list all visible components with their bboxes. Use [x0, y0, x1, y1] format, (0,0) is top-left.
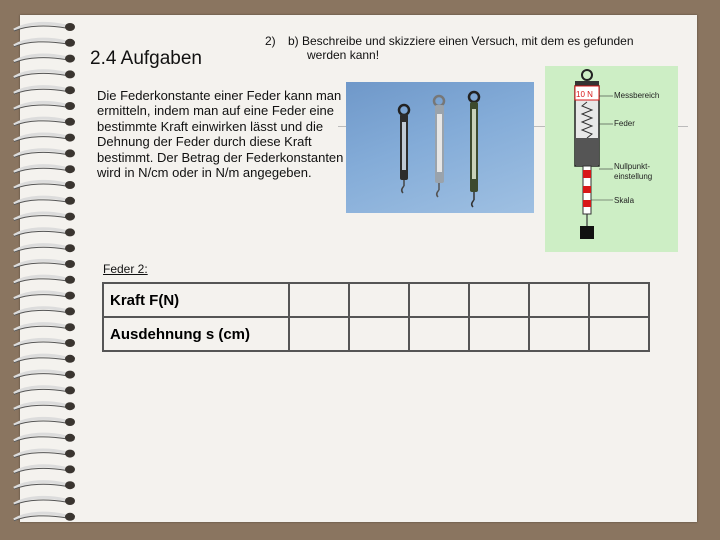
binding-hole [65, 102, 75, 110]
table-cell[interactable] [469, 317, 529, 351]
binding-hole [65, 260, 75, 268]
binding-hole [65, 355, 75, 363]
row-header-extension: Ausdehnung s (cm) [103, 317, 289, 351]
binding-hole [65, 244, 75, 252]
label-zero-adjust-1: Nullpunkt- [614, 162, 651, 171]
binding-hole [65, 149, 75, 157]
label-spring: Feder [614, 119, 635, 128]
table-row [103, 317, 649, 351]
table-cell[interactable] [349, 283, 409, 317]
table-cell[interactable] [349, 317, 409, 351]
binding-hole [65, 307, 75, 315]
binding-hole [65, 513, 75, 521]
binding-hole [65, 70, 75, 78]
task-line-1: b) Beschreibe und skizziere einen Versuch, mit dem es gefunden [288, 34, 634, 48]
binding-hole [65, 386, 75, 394]
spring-scales-photo [346, 82, 534, 213]
binding-hole [65, 134, 75, 142]
measurement-table [102, 282, 650, 352]
binding-hole [65, 292, 75, 300]
binding-hole [65, 86, 75, 94]
spring-scale-1 [399, 105, 409, 193]
table-cell[interactable] [529, 317, 589, 351]
binding-hole [65, 323, 75, 331]
binding-hole [65, 371, 75, 379]
table-cell[interactable] [409, 283, 469, 317]
binding-hole [65, 181, 75, 189]
table-cell[interactable] [289, 317, 349, 351]
binding-hole [65, 418, 75, 426]
table-cell[interactable] [469, 283, 529, 317]
binding-hole [65, 276, 75, 284]
binding-hole [65, 481, 75, 489]
task-line-2: werden kann! [307, 48, 380, 62]
binding-hole [65, 402, 75, 410]
binding-hole [65, 450, 75, 458]
range-mark: 10 N [576, 90, 593, 99]
binding-hole [65, 497, 75, 505]
spring-2-label: Feder 2: [103, 262, 148, 276]
label-measuring-range: Messbereich [614, 91, 660, 100]
table-cell[interactable] [289, 283, 349, 317]
table-cell[interactable] [589, 317, 649, 351]
spring-scale-diagram [545, 66, 678, 252]
binding-hole [65, 213, 75, 221]
table-row [103, 283, 649, 317]
binding-hole [65, 39, 75, 47]
page-title: 2.4 Aufgaben [90, 48, 202, 69]
label-zero-adjust-2: einstellung [614, 172, 653, 181]
binding-hole [65, 23, 75, 31]
table-cell[interactable] [529, 283, 589, 317]
task-instruction [288, 34, 678, 62]
label-scale: Skala [614, 196, 635, 205]
row-header-force: Kraft F(N) [103, 283, 289, 317]
spring-scale-3 [469, 92, 479, 207]
table-cell[interactable] [589, 283, 649, 317]
task-number: 2) [265, 34, 276, 48]
binding-hole [65, 339, 75, 347]
binding-hole [65, 118, 75, 126]
binding-hole [65, 228, 75, 236]
binding-hole [65, 434, 75, 442]
table-cell[interactable] [409, 317, 469, 351]
binding-hole [65, 165, 75, 173]
spiral-binding [8, 18, 80, 528]
binding-hole [65, 55, 75, 63]
spring-scale-2 [434, 96, 444, 197]
binding-hole [65, 465, 75, 473]
binding-hole [65, 197, 75, 205]
intro-paragraph: Die Federkonstante einer Feder kann man ermitteln, indem man auf eine Feder eine bestimmte Kraft einwirken lässt und die Dehnung der Feder durch diese Kraft bestimmt. Der Betrag der Federkonstanten wird in N/cm oder in N/m angegeben. [97, 88, 344, 181]
